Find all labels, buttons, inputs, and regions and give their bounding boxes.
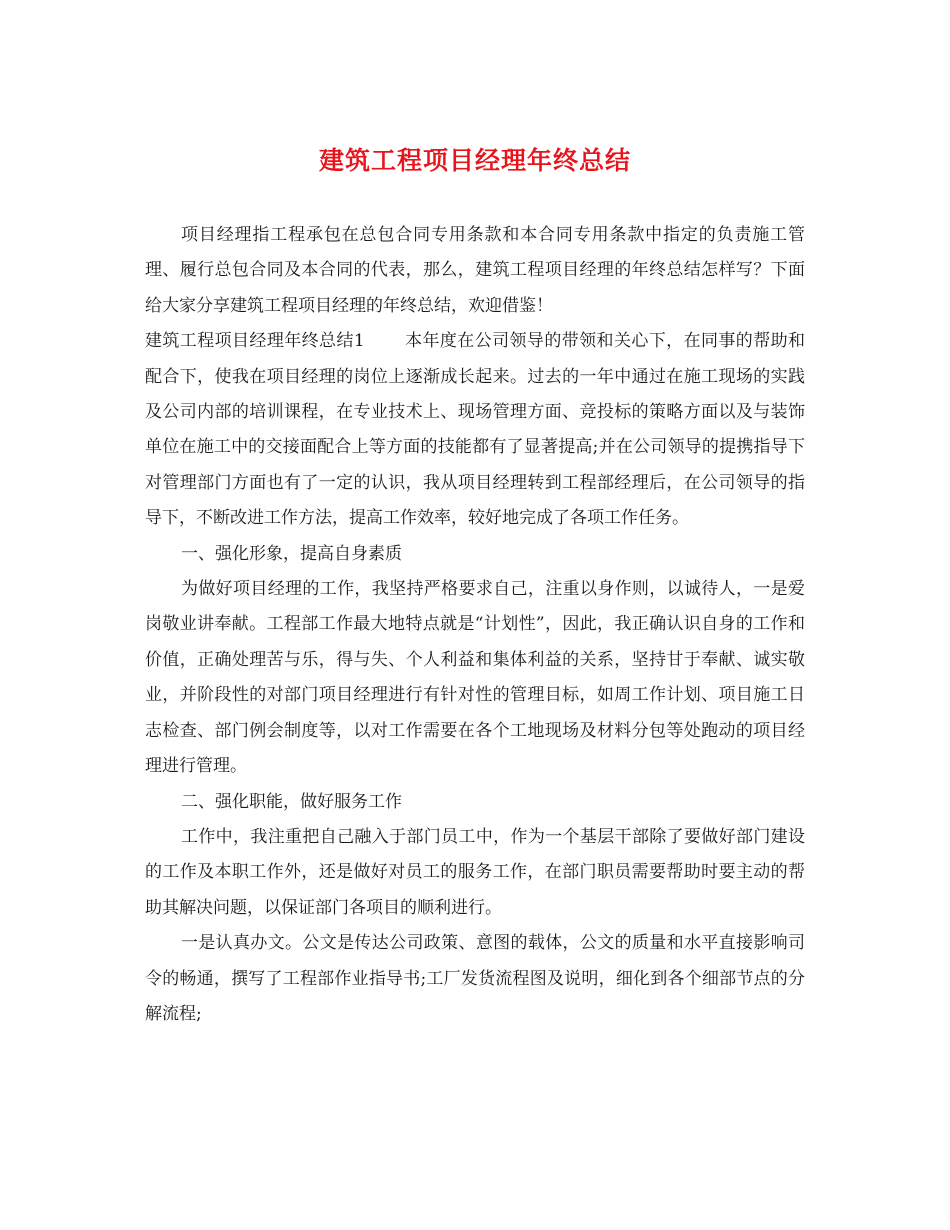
- section-intro-paragraph: [145, 324, 805, 536]
- document-title: 建筑工程项目经理年终总结: [318, 146, 631, 175]
- paragraph-document-handling: 一是认真办文。公文是传达公司政策、意图的载体，公文的质量和水平直接影响司令的畅通，撰写了工程部作业指导书;工厂发货流程图及说明，细化到各个细部节点的分解流程;: [145, 933, 805, 1024]
- section-intro-text: 本年度在公司领导的带领和关心下，在同事的帮助和配合下，使我在项目经理的岗位上逐渐成长起来。过去的一年中通过在施工现场的实践及公司内部的培训课程，在专业技术上、现场管理方面、竞投标的策略方面以及与装饰单位在施工中的交接面配合上等方面的技能都有了显著提高;并在公司领导的提携指导下对管理部门方面也有了一定的认识，我从项目经理转到工程部经理后，在公司领导的指导下，不断改进工作方法，提高工作效率，较好地完成了各项工作任务。: [145, 331, 805, 529]
- paragraph-self-quality: 为做好项目经理的工作，我坚持严格要求自己，注重以身作则，以诚待人，一是爱岗敬业讲奉献。工程部工作最大地特点就是“计划性”，因此，我正确认识自身的工作和价值，正确处理苦与乐，得与失、个人利益和集体利益的关系，坚持甘于奉献、诚实敬业，并阶段性的对部门项目经理进行有针对性的管理目标，如周工作计划、项目施工日志检查、部门例会制度等，以对工作需要在各个工地现场及材料分包等处跑动的项目经理进行管理。: [145, 579, 805, 777]
- heading-strengthen-image: 一、强化形象，提高自身素质: [181, 543, 402, 564]
- paragraph-service-work: 工作中，我注重把自己融入于部门员工中，作为一个基层干部除了要做好部门建设的工作及本职工作外，还是做好对员工的服务工作，在部门职员需要帮助时要主动的帮助其解决问题，以保证部门各项目的顺利进行。: [145, 826, 805, 918]
- section-heading: 建筑工程项目经理年终总结1: [145, 331, 365, 352]
- document-body: [145, 218, 805, 1032]
- heading-strengthen-function: 二、强化职能，做好服务工作: [181, 791, 402, 812]
- intro-paragraph: 项目经理指工程承包在总包合同专用条款和本合同专用条款中指定的负责施工管理、履行总包合同及本合同的代表，那么，建筑工程项目经理的年终总结怎样写？下面给大家分享建筑工程项目经理的年终总结，欢迎借鉴！: [145, 225, 805, 316]
